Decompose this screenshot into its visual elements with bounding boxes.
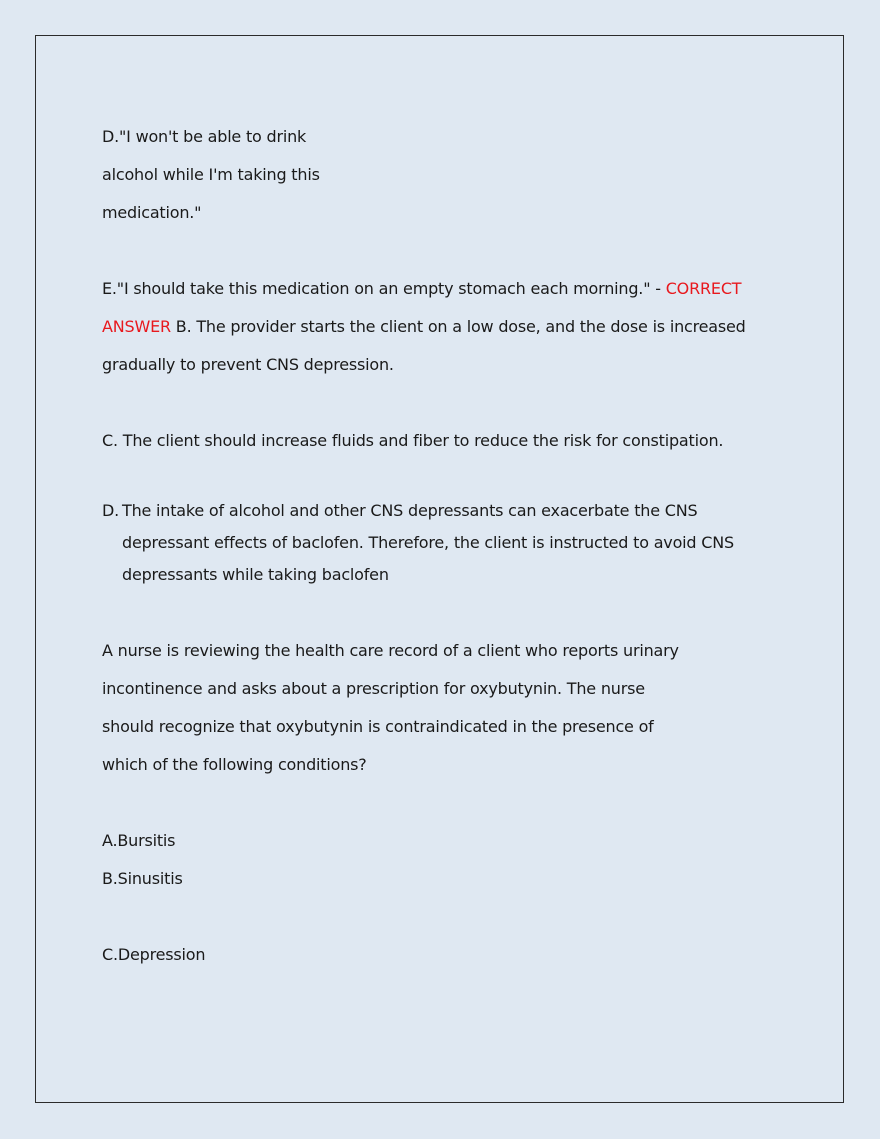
- rationale-c: C. The client should increase fluids and fiber to reduce the risk for constipation.: [102, 431, 724, 450]
- question-line-3: should recognize that oxybutynin is contraindicated in the presence of: [102, 717, 654, 736]
- option-d-line-1: D."I won't be able to drink: [102, 127, 307, 146]
- answer-option-a: A.Bursitis: [102, 831, 176, 850]
- question-line-2: incontinence and asks about a prescription for oxybutynin. The nurse: [102, 679, 645, 698]
- answer-option-b: B.Sinusitis: [102, 869, 183, 888]
- option-e-line-2: [102, 308, 782, 346]
- rationale-d-marker: D.: [102, 501, 120, 520]
- option-e-line-3: gradually to prevent CNS depression.: [102, 355, 394, 374]
- answer-label: ANSWER: [102, 317, 171, 336]
- document-content: [102, 118, 782, 974]
- option-d-line-2: alcohol while I'm taking this: [102, 165, 320, 184]
- rationale-b-text: B. The provider starts the client on a low dose, and the dose is increased: [170, 317, 746, 336]
- question-line-1: A nurse is reviewing the health care record of a client who reports urinary: [102, 641, 679, 660]
- question-line-4: which of the following conditions?: [102, 755, 367, 774]
- option-e-text: E."I should take this medication on an empty stomach each morning." -: [102, 279, 666, 298]
- answer-option-c: C.Depression: [102, 945, 206, 964]
- option-d-line-3: medication.": [102, 203, 202, 222]
- rationale-d: [102, 495, 782, 591]
- option-e-line-1: [102, 270, 782, 308]
- rationale-d-text: The intake of alcohol and other CNS depressants can exacerbate the CNS depressant effects of baclofen. Therefore, the client is instructed to avoid CNS depressants while taking baclofen: [122, 501, 734, 584]
- correct-label: CORRECT: [665, 279, 742, 298]
